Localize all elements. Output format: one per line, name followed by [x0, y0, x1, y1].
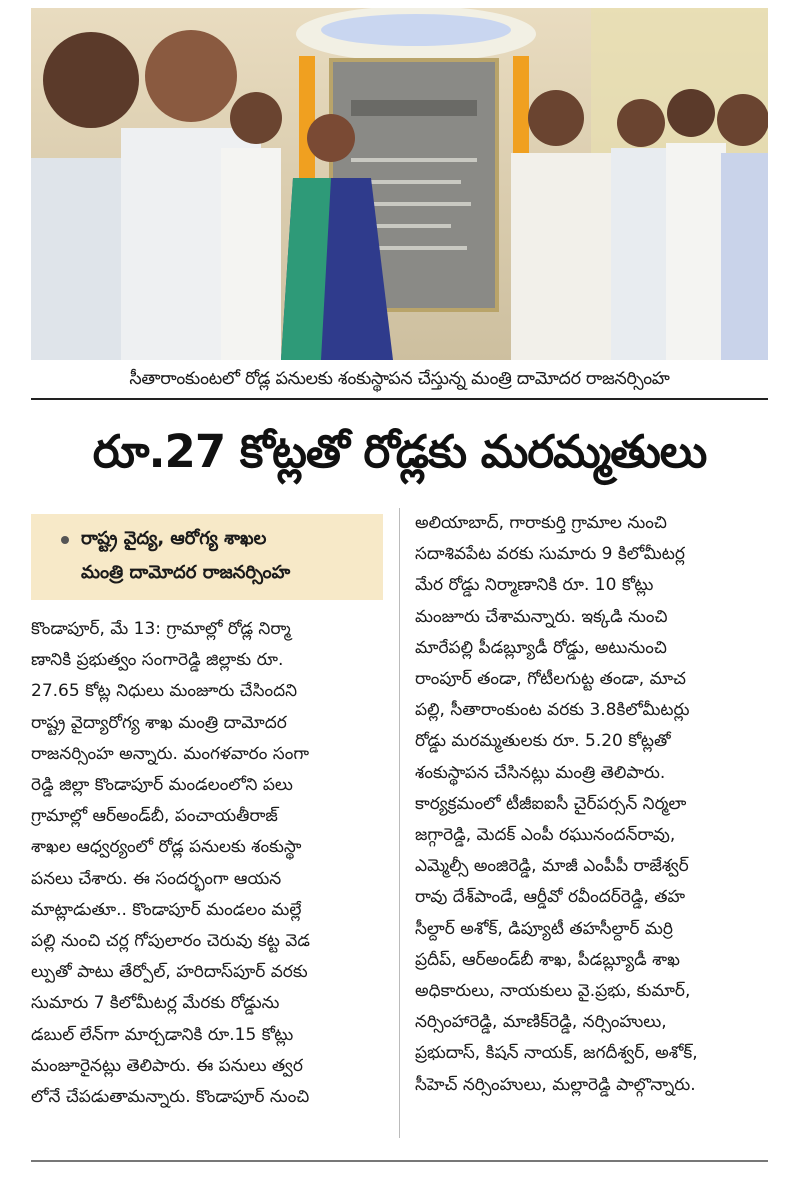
article-line: శంకుస్థాపన చేసినట్లు మంత్రి తెలిపారు. [415, 762, 666, 783]
article-line: రాజనర్సింహ అన్నారు. మంగళవారం సంగా [31, 743, 309, 764]
article-line: అలియాబాద్‌, గారాకుర్తి గ్రామాల నుంచి [415, 513, 667, 533]
article-line: ప్రభుదాస్‌, కిషన్‌ నాయక్‌, జగదీశ్వర్‌, అశోక్‌, [415, 1043, 698, 1064]
article-line: డబుల్‌ లేన్‌గా మార్చడానికి రూ.15 కోట్లు [31, 1024, 294, 1045]
article-line: రాంపూర్‌ తండా, గోటీలగుట్ట తండా, మాచ [415, 669, 686, 690]
article-line: కార్యక్రమంలో టీజీఐఐసీ చైర్‌పర్సన్‌ నిర్మలా [415, 793, 687, 814]
article-line: అధికారులు, నాయకులు వై.ప్రభు, కుమార్‌, [415, 981, 691, 1002]
article-line: శాఖల ఆధ్వర్యంలో రోడ్ల పనులకు శంకుస్థా [31, 837, 302, 858]
column-divider [399, 508, 400, 1138]
article-line: 27.65 కోట్ల నిధులు మంజూరు చేసిందని [31, 681, 298, 702]
article-line: నర్సింహారెడ్డి, మాణిక్‌రెడ్డి, నర్సింహులు, [415, 1012, 667, 1033]
article-line: రోడ్డు మరమ్మతులకు రూ. 5.20 కోట్లతో [415, 731, 671, 752]
article-line: సీహెచ్‌ నర్సింహులు, మల్లారెడ్డి పాల్గొన్నారు. [415, 1074, 696, 1095]
article-line: జగ్గారెడ్డి, మెదక్‌ ఎంపీ రఘునందన్‌రావు, [415, 825, 676, 846]
article-line: పనలు చేశారు. ఈ సందర్భంగా ఆయన [31, 868, 282, 889]
article-line: ల్పుతో పాటు తేర్పోల్‌, హరిదాస్‌పూర్‌ వరకు [31, 962, 308, 983]
photo-caption: సీతారాంకుంటలో రోడ్ల పనులకు శంకుస్థాపన చేస్తున్న మంత్రి దామోదర రాజనర్సింహ [31, 360, 768, 400]
article-line: పల్లి నుంచి చర్ల గోపులారం చెరువు కట్ట వెడ [31, 931, 310, 952]
article-line: సీల్దార్‌ అశోక్‌, డిప్యూటీ తహసీల్దార్‌ మర్రి [415, 918, 673, 939]
article-line: సుమారు 7 కిలోమీటర్ల మేరకు రోడ్డును [31, 993, 280, 1014]
article-line: ఎమ్మెల్సీ అంజిరెడ్డి, మాజీ ఎంపీపీ రాజేశ్వర్‌ [415, 856, 689, 877]
article-line: మేర రోడ్డు నిర్మాణానికి రూ. 10 కోట్లు [415, 575, 654, 596]
article-line: ణానికి ప్రభుత్వం సంగారెడ్డి జిల్లాకు రూ. [31, 650, 284, 671]
article-line: రెడ్డి జిల్లా కొండాపూర్‌ మండలంలోని పలు [31, 775, 293, 796]
article-line: కొండాపూర్‌, మే 13: గ్రామాల్లో రోడ్ల నిర్మా [31, 619, 291, 639]
article-line: మాట్లాడుతూ.. కొండాపూర్‌ మండలం మల్లే [31, 899, 302, 920]
photo-illustration [31, 8, 768, 360]
footer-rule [31, 1160, 768, 1162]
article-line: మంజూరు చేశామన్నారు. ఇక్కడి నుంచి [415, 606, 668, 627]
article-line: సదాశివపేట వరకు సుమారు 9 కిలోమీటర్ల [415, 544, 685, 565]
article-column-right [415, 508, 768, 1101]
headline: రూ.27 కోట్లతో రోడ్లకు మరమ్మతులు [92, 425, 707, 478]
article-column-left [31, 614, 383, 1113]
article-line: ప్రదీప్‌, ఆర్‌అండ్‌బీ శాఖ, పీడబ్ల్యూడీ శాఖ [415, 949, 680, 970]
highlight-line: మంత్రి దామోదర రాజనర్సింహ [81, 562, 291, 583]
article-line: రావు దేశ్‌పాండే, ఆర్డీవో రవీందర్‌రెడ్డి, తహ [415, 887, 686, 908]
article-line: గ్రామాల్లో ఆర్‌అండ్‌బీ, పంచాయతీరాజ్‌ [31, 806, 278, 827]
highlight-box [31, 514, 383, 600]
article-line: రాష్ట్ర వైద్యారోగ్య శాఖ మంత్రి దామోదర [31, 712, 287, 733]
article-line: మారేపల్లి పీడబ్ల్యూడీ రోడ్డు, అటునుంచి [415, 637, 667, 658]
article-line: లోనే చేపడుతామన్నారు. కొండాపూర్‌ నుంచి [31, 1087, 310, 1108]
article-line: మంజూరైనట్లు తెలిపారు. ఈ పనులు త్వర [31, 1055, 303, 1076]
bullet-icon [61, 536, 69, 544]
article-line: పల్లి, సీతారాంకుంట వరకు 3.8కిలోమీటర్లు [415, 700, 690, 721]
news-photo [31, 8, 768, 360]
highlight-line: రాష్ట్ర వైద్య, ఆరోగ్య శాఖల [81, 528, 267, 549]
